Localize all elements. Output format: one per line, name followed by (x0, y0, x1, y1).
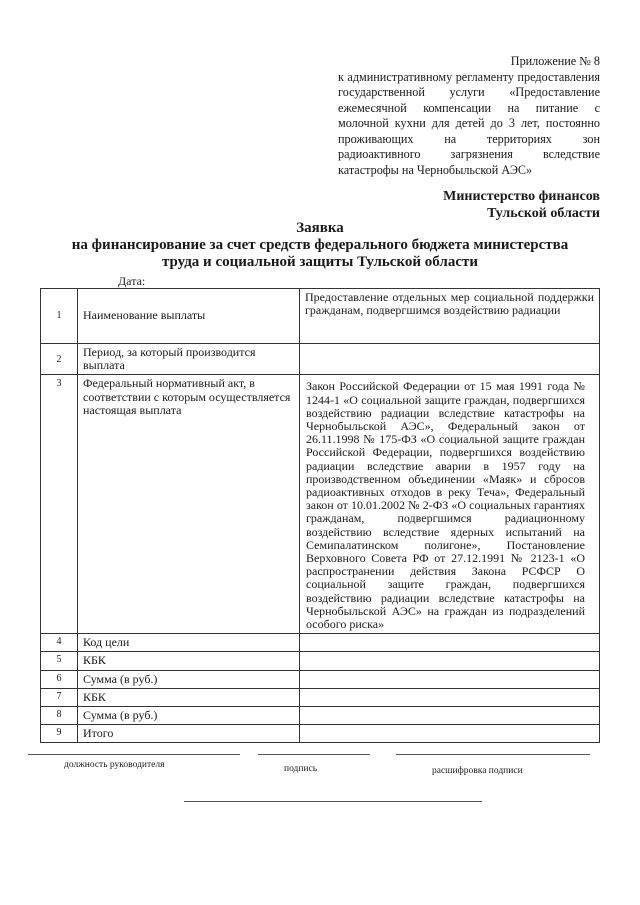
table-row (41, 289, 600, 344)
row-value (300, 344, 600, 375)
row-value: Закон Российской Федерации от 15 мая 1991 года № 1244-1 «О социальной защите граждан, подвергшихся воздействию радиации вследствие катастрофы на Чернобыльской АЭС», Федеральный закон от 26.11.1998 № 175-ФЗ «О социальной защите граждан Российской Федерации, подвергшихся воздействию радиации вследствие аварии в 1957 году на производственном объединении «Маяк» и сбросов радиоактивных отходов в реку Теча», Федеральный закон от 10.01.2002 № 2-ФЗ «О социальных гарантиях гражданам, подвергшимся радиационному воздействию вследствие ядерных испытаний на Семипалатинском полигоне», Постановление Верховного Совета РФ от 27.12.1991 № 2123-1 «О распространении действия Закона РСФСР О социальной защите граждан, подвергшихся воздействию радиации вследствие катастрофы на Чернобыльской АЭС» на граждан из подразделений особого риска» (300, 375, 600, 634)
row-label: Код цели (78, 634, 300, 652)
signature-label: подпись (284, 764, 318, 774)
row-number: 8 (41, 707, 78, 725)
row-label: Сумма (в руб.) (78, 670, 300, 688)
row-number: 7 (41, 688, 78, 706)
decoding-signature-line (396, 754, 590, 755)
row-number: 1 (41, 289, 78, 344)
decoding-label: расшифровка подписи (432, 766, 523, 776)
table-row (41, 688, 600, 706)
request-table (40, 288, 600, 743)
row-value (300, 652, 600, 670)
title-line3: труда и социальной защиты Тульской области (161, 254, 479, 270)
row-label: Наименование выплаты (78, 289, 300, 344)
table-row (41, 725, 600, 743)
row-value (300, 634, 600, 652)
row-value (300, 670, 600, 688)
row-number: 6 (41, 670, 78, 688)
row-label: Сумма (в руб.) (78, 707, 300, 725)
row-number: 2 (41, 344, 78, 375)
row-value (300, 725, 600, 743)
table-row (41, 670, 600, 688)
row-label: КБК (78, 652, 300, 670)
addressee-line2: Тульской области (487, 206, 600, 221)
row-label: Период, за который производится выплата (78, 344, 300, 375)
signature-line (258, 754, 370, 755)
table-row (41, 652, 600, 670)
row-number: 3 (41, 375, 78, 634)
appendix-text: к административному регламенту предоставления государственной услуги «Предоставление ежемесячной компенсации на питание с молочной кухни для детей до 3 лет, постоянно проживающих на территориях зон радиоактивного загрязнения вследствие катастрофы на Чернобыльской АЭС» (338, 69, 600, 177)
date-label: Дата: (118, 274, 146, 288)
appendix-number: Приложение № 8 (510, 54, 600, 68)
table-row (41, 634, 600, 652)
bottom-line (184, 801, 482, 802)
row-label: КБК (78, 688, 300, 706)
row-value (300, 707, 600, 725)
position-label: должность руководителя (64, 760, 165, 770)
title-line1: Заявка (296, 220, 344, 236)
row-number: 9 (41, 725, 78, 743)
row-number: 5 (41, 652, 78, 670)
row-value (300, 688, 600, 706)
position-signature-line (28, 754, 240, 755)
table-row (41, 707, 600, 725)
title-line2: на финансирование за счет средств федерального бюджета министерства (71, 237, 569, 253)
document-title (0, 220, 640, 271)
row-label: Федеральный нормативный акт, в соответствии с которым осуществляется настоящая выплата (78, 375, 300, 634)
row-label: Итого (78, 725, 300, 743)
appendix-block (338, 54, 600, 178)
row-number: 4 (41, 634, 78, 652)
addressee-line1: Министерство финансов (443, 189, 600, 204)
table-row (41, 375, 600, 634)
table-row (41, 344, 600, 375)
addressee (443, 188, 600, 222)
row-value: Предоставление отдельных мер социальной поддержки гражданам, подвергшимся воздействию радиации (300, 289, 600, 344)
